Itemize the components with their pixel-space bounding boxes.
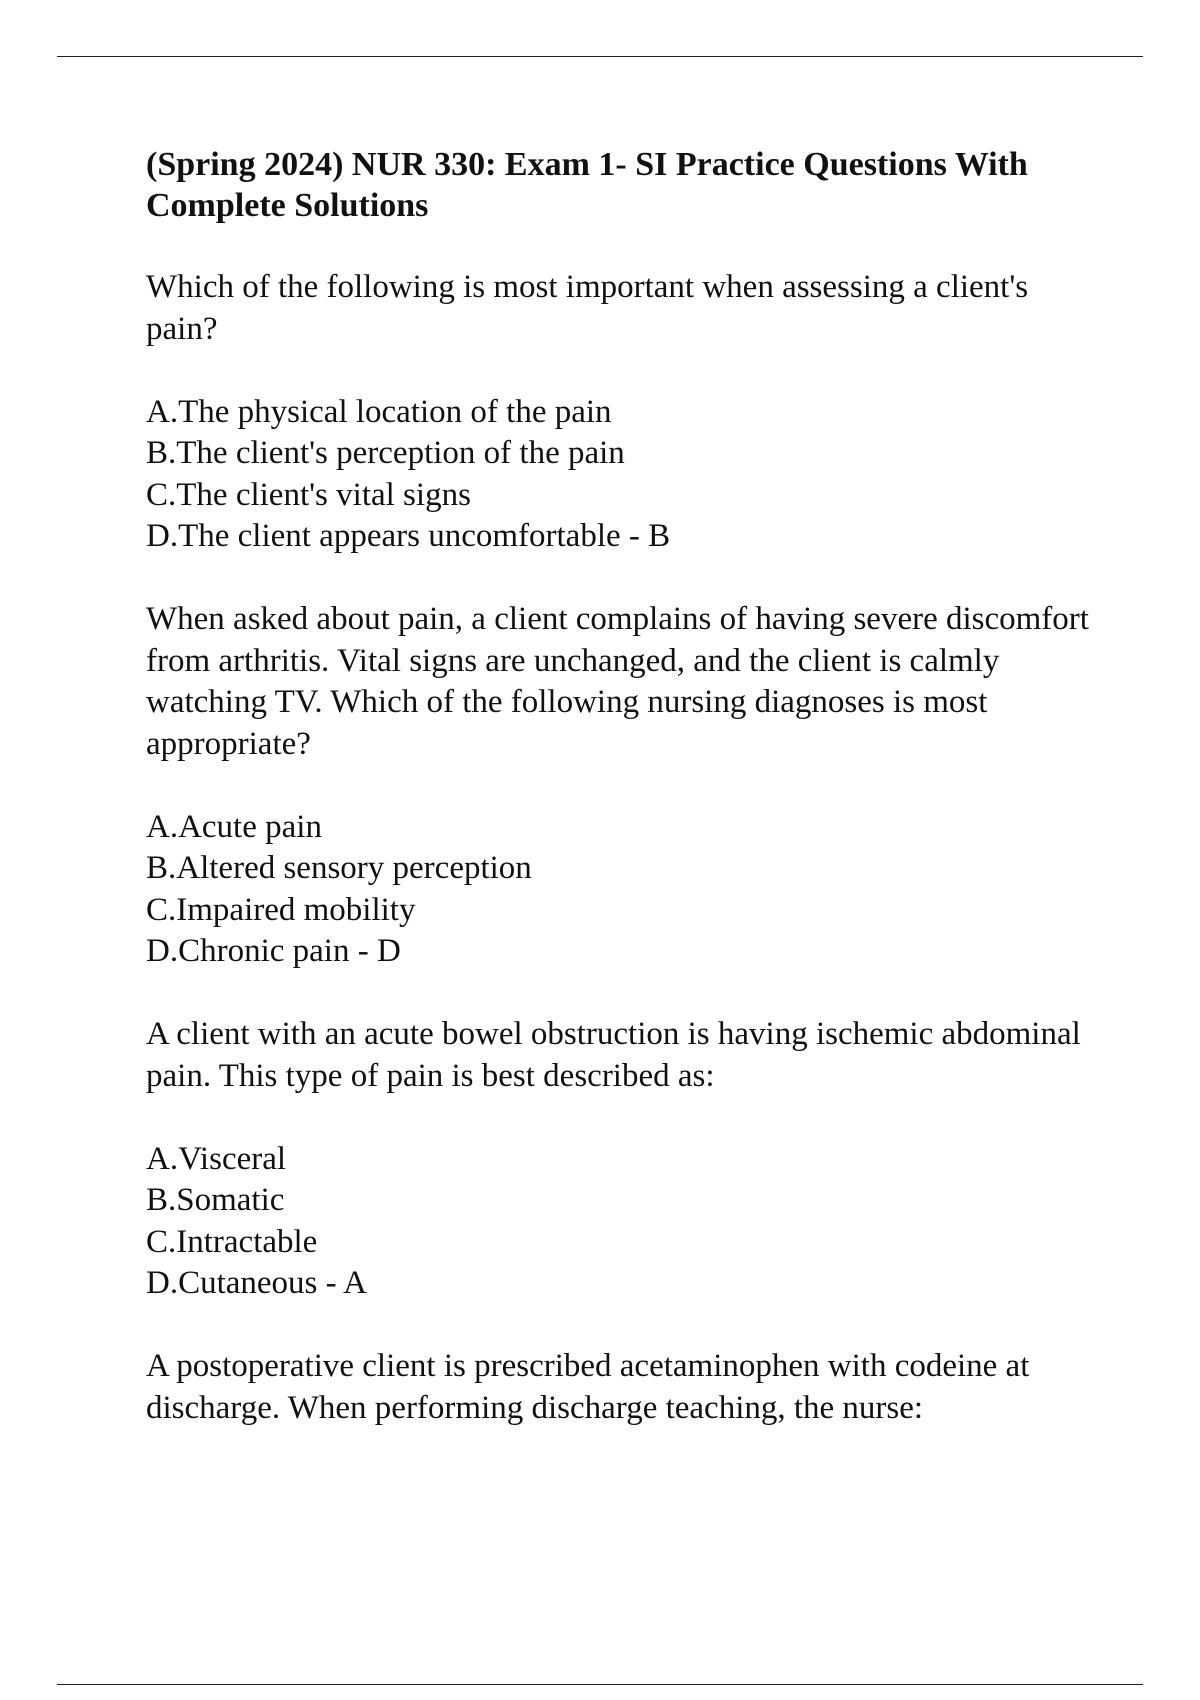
question-text: When asked about pain, a client complains of having severe discomfort from arthritis. Vital signs are unchanged, and the client is calmly watching TV. Which of the following nursing diagnoses is most appropriate? (146, 601, 1089, 762)
bottom-divider (57, 1684, 1143, 1685)
question-block-2 (146, 599, 1106, 973)
answer-option: D.Cutaneous - A (146, 1265, 367, 1301)
document-title: (Spring 2024) NUR 330: Exam 1- SI Practice Questions With Complete Solutions (146, 146, 1028, 224)
question-block-3 (146, 1014, 1106, 1305)
answer-option: B.Somatic (146, 1182, 285, 1218)
answer-option: A.Visceral (146, 1140, 287, 1177)
top-divider (57, 56, 1143, 57)
document-body (146, 144, 1106, 1471)
answer-option: B.Altered sensory perception (146, 850, 532, 886)
answer-options (146, 392, 1106, 558)
answer-option: A.The physical location of the pain (146, 393, 612, 430)
question-text: A client with an acute bowel obstruction is having ischemic abdominal pain. This type of pain is best described as: (146, 1016, 1081, 1094)
answer-option: D.The client appears uncomfortable - B (146, 518, 671, 554)
answer-options (146, 807, 1106, 973)
answer-option: D.Chronic pain - D (146, 933, 401, 969)
question-block-1 (146, 267, 1106, 558)
answer-option: C.Intractable (146, 1223, 318, 1260)
answer-option: B.The client's perception of the pain (146, 435, 625, 471)
answer-option: C.Impaired mobility (146, 891, 416, 928)
question-text: Which of the following is most important when assessing a client's pain? (146, 269, 1029, 347)
answer-options (146, 1139, 1106, 1305)
answer-option: A.Acute pain (146, 808, 322, 845)
answer-option: C.The client's vital signs (146, 476, 471, 513)
question-text: A postoperative client is prescribed acetaminophen with codeine at discharge. When performing discharge teaching, the nurse: (146, 1348, 1030, 1426)
question-block-4 (146, 1346, 1106, 1429)
